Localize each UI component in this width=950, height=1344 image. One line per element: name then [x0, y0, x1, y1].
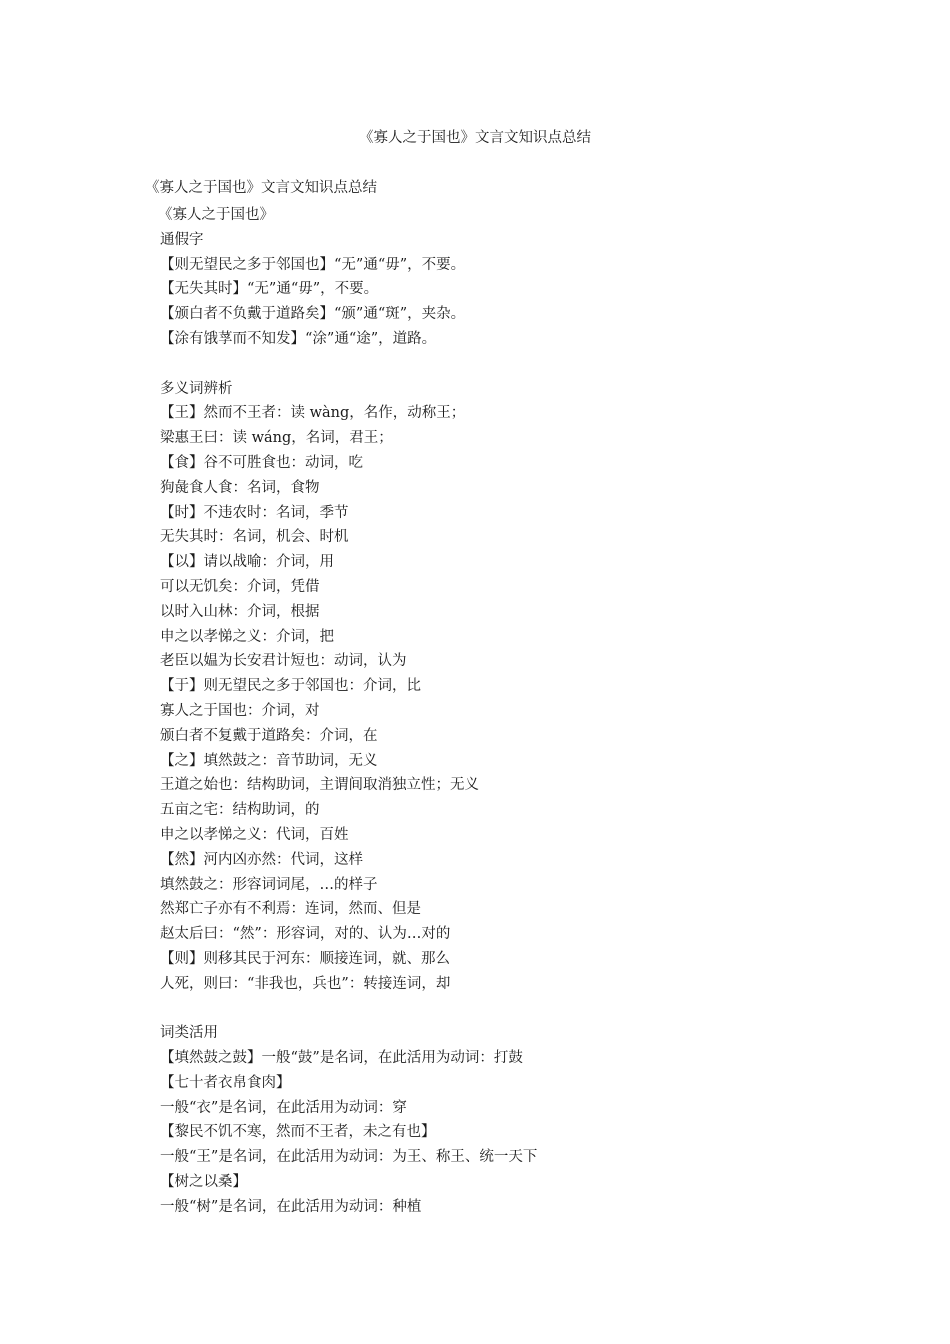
list-item: 申之以孝悌之义：代词，百姓 — [160, 826, 349, 843]
document-body — [160, 203, 537, 1220]
list-item: 【黎民不饥不寒，然而不王者，未之有也】 — [160, 1124, 436, 1141]
section-heading: 词类活用 — [160, 1025, 218, 1042]
list-item: 【王】然而不王者：读 wàng，名作，动称王； — [160, 405, 466, 422]
list-item: 然郑亡子亦有不利焉：连词，然而、但是 — [160, 901, 421, 918]
list-item: 申之以孝悌之义：介词，把 — [160, 628, 334, 645]
list-item: 寡人之于国也：介词，对 — [160, 702, 320, 719]
list-item: 【时】不违农时：名词，季节 — [160, 504, 349, 521]
text-title: 《寡人之于国也》 — [158, 207, 274, 223]
list-item: 五亩之宅：结构助词，的 — [160, 802, 320, 819]
list-item: 【然】河内凶亦然：代词，这样 — [160, 851, 363, 868]
list-item: 王道之始也：结构助词，主谓间取消独立性；无义 — [160, 777, 479, 794]
list-item: 【食】谷不可胜食也：动词，吃 — [160, 454, 363, 471]
list-item: 赵太后曰：“然”：形容词，对的、认为…对的 — [160, 926, 451, 943]
list-item: 填然鼓之：形容词词尾，…的样子 — [160, 876, 378, 893]
section-spacer — [160, 997, 537, 1022]
section-duoyici — [160, 377, 537, 997]
list-item: 【填然鼓之鼓】一般“鼓”是名词，在此活用为动词：打鼓 — [160, 1050, 523, 1067]
list-item: 【七十者衣帛食肉】 — [160, 1074, 291, 1091]
document-heading: 《寡人之于国也》文言文知识点总结 — [145, 180, 377, 196]
list-item: 人死，则曰：“非我也，兵也”：转接连词，却 — [160, 975, 451, 992]
list-item: 【则无望民之多于邻国也】“无”通“毋”，不要。 — [160, 256, 466, 273]
list-item: 颁白者不复戴于道路矣：介词，在 — [160, 727, 378, 744]
list-item: 狗彘食人食：名词，食物 — [160, 479, 320, 496]
list-item: 【以】请以战喻：介词，用 — [160, 554, 334, 571]
list-item: 一般“树”是名词，在此活用为动词：种植 — [160, 1198, 422, 1215]
list-item: 以时入山林：介词，根据 — [160, 603, 320, 620]
list-item: 可以无饥矣：介词，凭借 — [160, 578, 320, 595]
list-item: 【于】则无望民之多于邻国也：介词，比 — [160, 678, 421, 695]
list-item: 【无失其时】“无”通“毋”，不要。 — [160, 281, 379, 298]
list-item: 【颁白者不负戴于道路矣】“颁”通“斑”，夹杂。 — [160, 306, 466, 323]
section-cileihuoyong — [160, 1021, 537, 1219]
list-item: 无失其时：名词，机会、时机 — [160, 529, 349, 546]
section-heading: 通假字 — [160, 231, 204, 248]
list-item: 【涂有饿莩而不知发】“涂”通“途”，道路。 — [160, 330, 437, 347]
list-item: 【之】填然鼓之：音节助词，无义 — [160, 752, 378, 769]
list-item: 【树之以桑】 — [160, 1174, 247, 1191]
list-item: 梁惠王曰：读 wáng，名词，君王； — [160, 430, 393, 447]
section-heading: 多义词辨析 — [160, 380, 233, 397]
page-title: 《寡人之于国也》文言文知识点总结 — [359, 130, 591, 146]
list-item: 一般“王”是名词，在此活用为动词：为王、称王、统一天下 — [160, 1149, 538, 1166]
section-tongjiazi — [160, 228, 537, 352]
list-item: 老臣以媪为长安君计短也：动词，认为 — [160, 653, 407, 670]
list-item: 【则】则移其民于河东：顺接连词，就、那么 — [160, 950, 450, 967]
section-spacer — [160, 352, 537, 377]
list-item: 一般“衣”是名词，在此活用为动词：穿 — [160, 1099, 407, 1116]
